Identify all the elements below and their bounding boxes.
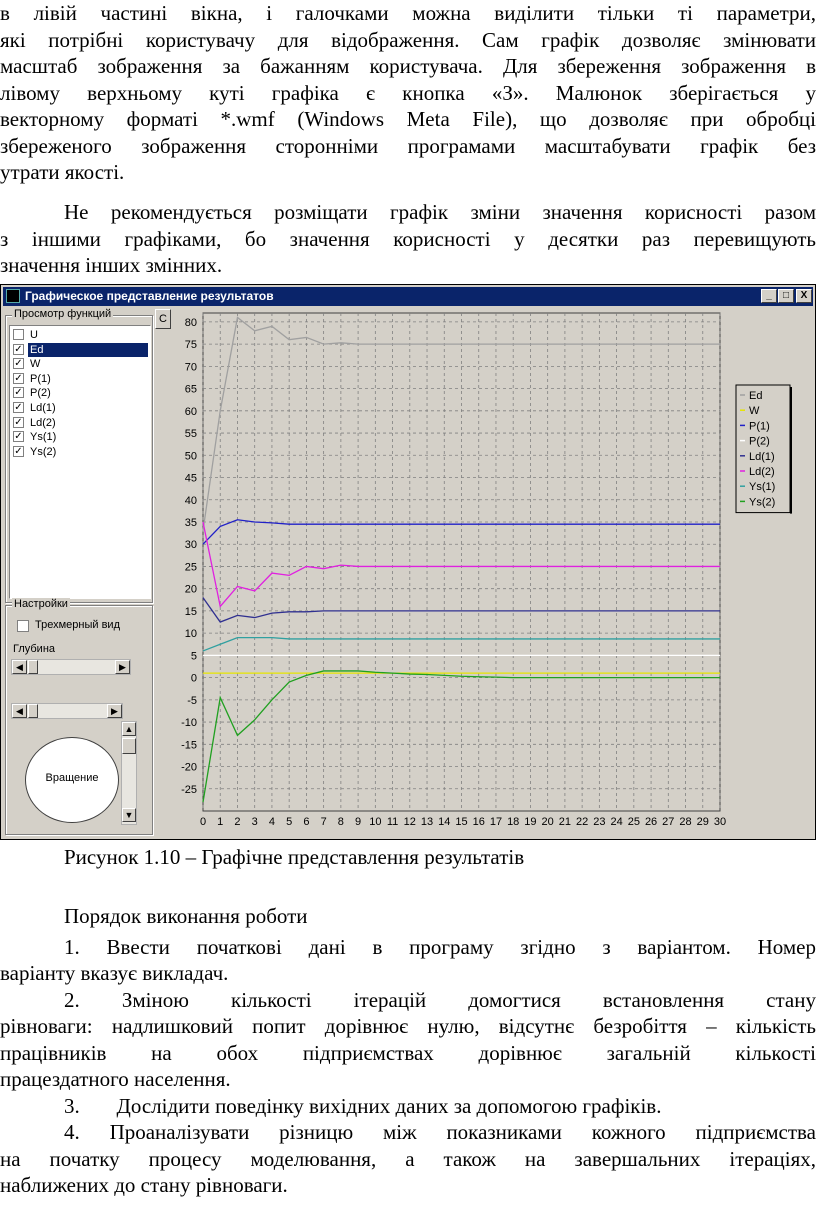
x-tick-label: 12	[403, 816, 416, 828]
x-tick-label: 22	[576, 816, 589, 828]
x-tick-label: 30	[713, 816, 727, 828]
function-checkbox[interactable]: ✓	[14, 387, 23, 399]
scroll-right-icon[interactable]: ▶	[115, 660, 130, 674]
y-tick-label: 40	[184, 494, 197, 507]
y-tick-label: 0	[190, 672, 197, 685]
x-tick-label: 7	[320, 816, 327, 828]
x-tick-label: 10	[369, 816, 382, 828]
vertical-rotation-scrollbar[interactable]	[121, 721, 137, 825]
text-line: в лівій частині вікна, і галочками можна виділити тільки ті параметри,	[0, 1, 816, 25]
close-button[interactable]: X	[796, 289, 812, 303]
x-tick-label: 29	[696, 816, 709, 828]
x-tick-label: 15	[455, 816, 468, 828]
x-tick-label: 28	[679, 816, 692, 828]
x-tick-label: 0	[199, 816, 207, 828]
rotation-dial[interactable]	[25, 737, 119, 823]
legend-box	[736, 385, 790, 513]
function-label: Ys(2)	[30, 445, 57, 458]
window-title: Графическое представление результатов	[25, 289, 274, 303]
x-tick-label: 17	[489, 816, 503, 828]
x-tick-label: 4	[268, 816, 275, 828]
function-label: W	[30, 358, 41, 371]
x-tick-label: 6	[303, 816, 310, 828]
legend-label: Ld(2)	[749, 466, 775, 478]
y-tick-label: 75	[184, 339, 197, 352]
horizontal-rotation-scrollbar[interactable]	[11, 703, 123, 719]
y-tick-label: -25	[181, 783, 197, 796]
function-label: Ld(2)	[30, 416, 56, 429]
text-line: збереженого зображення сторонніми програмами масштабувати графік без	[0, 133, 816, 158]
x-tick-label: 23	[593, 816, 606, 828]
text-line: лівому верхньому куті графіка є кнопка «З». Малюнок зберігається у	[0, 80, 816, 105]
function-checkbox[interactable]: ✓	[14, 372, 23, 384]
legend-label: P(1)	[749, 420, 770, 433]
x-tick-label: 24	[610, 816, 623, 828]
text-line: Порядок виконання роботи	[64, 904, 308, 928]
x-tick-label: 1	[217, 816, 224, 828]
text-line: векторному форматі *.wmf (Windows Meta File), що дозволяє при обробці	[0, 107, 816, 131]
text-line: значення інших змінних.	[0, 253, 223, 277]
save-image-button[interactable]: C	[155, 309, 171, 329]
function-item[interactable]	[12, 372, 148, 386]
three-d-label: Трехмерный вид	[35, 619, 120, 631]
x-tick-label: 27	[662, 816, 675, 828]
function-item[interactable]	[12, 357, 148, 371]
x-tick-label: 21	[558, 816, 572, 828]
y-tick-label: -15	[181, 739, 197, 752]
y-tick-label: 15	[184, 605, 197, 618]
text-line: які потрібні користувачу для відображення. Сам графік дозволяє змінювати	[0, 27, 816, 52]
function-label: U	[30, 329, 38, 341]
y-tick-label: -20	[181, 761, 197, 774]
text-line: 3. Дослідити поведінку вихідних даних за допомогою графіків.	[64, 1093, 662, 1118]
three-d-checkbox[interactable]	[17, 620, 29, 632]
text-line: рівноваги: надлишковий попит дорівнює нулю, відсутнє безробіття – кількість	[0, 1014, 816, 1038]
y-tick-label: 55	[184, 428, 197, 441]
text-line: на початку процесу моделювання, а також на завершальних ітераціях,	[0, 1146, 816, 1171]
x-tick-label: 25	[627, 816, 640, 828]
x-tick-label: 19	[524, 816, 537, 828]
scroll-down-icon[interactable]: ▼	[122, 808, 136, 822]
x-tick-label: 3	[251, 816, 258, 828]
function-checkbox[interactable]	[13, 329, 24, 340]
text-line: працездатного населення.	[0, 1067, 231, 1091]
function-label: Ld(1)	[30, 402, 56, 414]
figure-caption: Рисунок 1.10 – Графічне представлення результатів	[64, 845, 525, 869]
y-tick-label: 5	[190, 650, 197, 663]
y-tick-label: 65	[184, 383, 197, 396]
x-tick-label: 20	[541, 816, 554, 828]
title-bar[interactable]	[3, 287, 813, 306]
results-chart	[169, 307, 809, 837]
y-tick-label: 70	[184, 361, 197, 374]
legend-label: Ys(1)	[749, 481, 776, 494]
function-checkbox[interactable]: ✓	[14, 445, 23, 457]
x-tick-label: 13	[420, 816, 434, 828]
paragraph-1	[0, 0, 816, 186]
scroll-thumb[interactable]	[122, 738, 136, 754]
results-window	[0, 284, 816, 840]
text-line: наближених до стану рівноваги.	[0, 1173, 288, 1197]
scroll-thumb[interactable]	[28, 704, 38, 718]
x-tick-label: 11	[386, 816, 399, 828]
depth-label: Глубина	[13, 643, 56, 655]
text-line: масштаб зображення за бажанням користувача. Для збереження зображення в	[0, 54, 816, 78]
text-line: з іншими графіками, бо значення корисності у десятки раз перевищують	[0, 226, 816, 251]
functions-group-title: Просмотр функций	[14, 308, 112, 320]
function-item[interactable]	[12, 328, 148, 342]
text-line: Не рекомендується розміщати графік зміни значення корисності разом	[64, 200, 816, 224]
y-tick-label: 60	[184, 405, 197, 418]
function-item[interactable]	[12, 386, 148, 400]
x-tick-label: 26	[644, 816, 658, 828]
legend-label: W	[749, 405, 760, 418]
function-checkbox[interactable]: ✓	[14, 431, 23, 443]
y-tick-label: -10	[181, 717, 197, 730]
function-item[interactable]	[12, 416, 148, 430]
text-line: утрати якості.	[0, 160, 125, 184]
y-tick-label: 45	[184, 472, 197, 485]
minimize-button[interactable]: _	[761, 289, 777, 303]
x-tick-label: 14	[438, 816, 451, 828]
legend-label: P(2)	[749, 435, 770, 448]
text-line: 1. Ввести початкові дані в програму згідно з варіантом. Номер	[64, 934, 816, 959]
y-tick-label: 20	[184, 583, 197, 596]
scroll-up-icon[interactable]: ▲	[122, 722, 136, 736]
rotation-label: Вращение	[45, 772, 99, 784]
x-tick-label: 16	[472, 816, 485, 828]
function-label: Ys(1)	[30, 431, 57, 444]
app-icon	[6, 289, 20, 303]
function-label: P(1)	[30, 372, 51, 385]
legend-label: Ld(1)	[749, 450, 775, 463]
x-tick-label: 8	[337, 816, 344, 828]
text-line: 4. Проаналізувати різницю між показниками кожного підприємства	[64, 1120, 816, 1144]
procedure-section	[0, 903, 816, 1199]
text-line: працівників на обох підприємствах дорівнює загальній кількості	[0, 1040, 816, 1065]
function-item[interactable]	[12, 401, 148, 415]
x-tick-label: 2	[234, 816, 241, 828]
text-line: 2. Зміною кількості ітерацій домогтися встановлення стану	[64, 987, 816, 1012]
function-checkbox[interactable]: ✓	[14, 358, 23, 370]
x-tick-label: 5	[286, 816, 293, 828]
text-line: варіанту вказує викладач.	[0, 961, 229, 985]
y-tick-label: -5	[187, 694, 197, 707]
y-tick-label: 25	[184, 561, 197, 574]
scroll-thumb[interactable]	[28, 660, 38, 674]
scroll-left-icon[interactable]: ◀	[12, 660, 27, 674]
function-checkbox[interactable]: ✓	[14, 402, 23, 413]
legend-label: Ed	[749, 390, 763, 402]
maximize-button[interactable]: □	[778, 289, 794, 303]
depth-scrollbar[interactable]	[11, 659, 131, 675]
y-tick-label: 80	[184, 316, 197, 329]
function-item[interactable]	[12, 430, 148, 444]
settings-group-title: Настройки	[14, 598, 68, 610]
y-tick-label: 30	[184, 539, 197, 552]
y-tick-label: 35	[184, 516, 197, 529]
paragraph-2	[0, 199, 816, 279]
function-item[interactable]	[12, 343, 148, 357]
function-item[interactable]	[12, 445, 148, 459]
functions-list[interactable]	[9, 325, 151, 599]
function-label: P(2)	[30, 387, 51, 400]
y-tick-label: 50	[184, 450, 197, 463]
scroll-right-icon[interactable]: ▶	[107, 704, 122, 718]
function-label: Ed	[28, 343, 148, 357]
x-tick-label: 9	[355, 816, 362, 828]
function-checkbox[interactable]: ✓	[14, 416, 23, 428]
legend-label: Ys(2)	[749, 496, 776, 509]
y-tick-label: 10	[184, 628, 197, 641]
function-checkbox[interactable]: ✓	[14, 343, 23, 355]
scroll-left-icon[interactable]: ◀	[12, 704, 27, 718]
x-tick-label: 18	[507, 816, 520, 828]
